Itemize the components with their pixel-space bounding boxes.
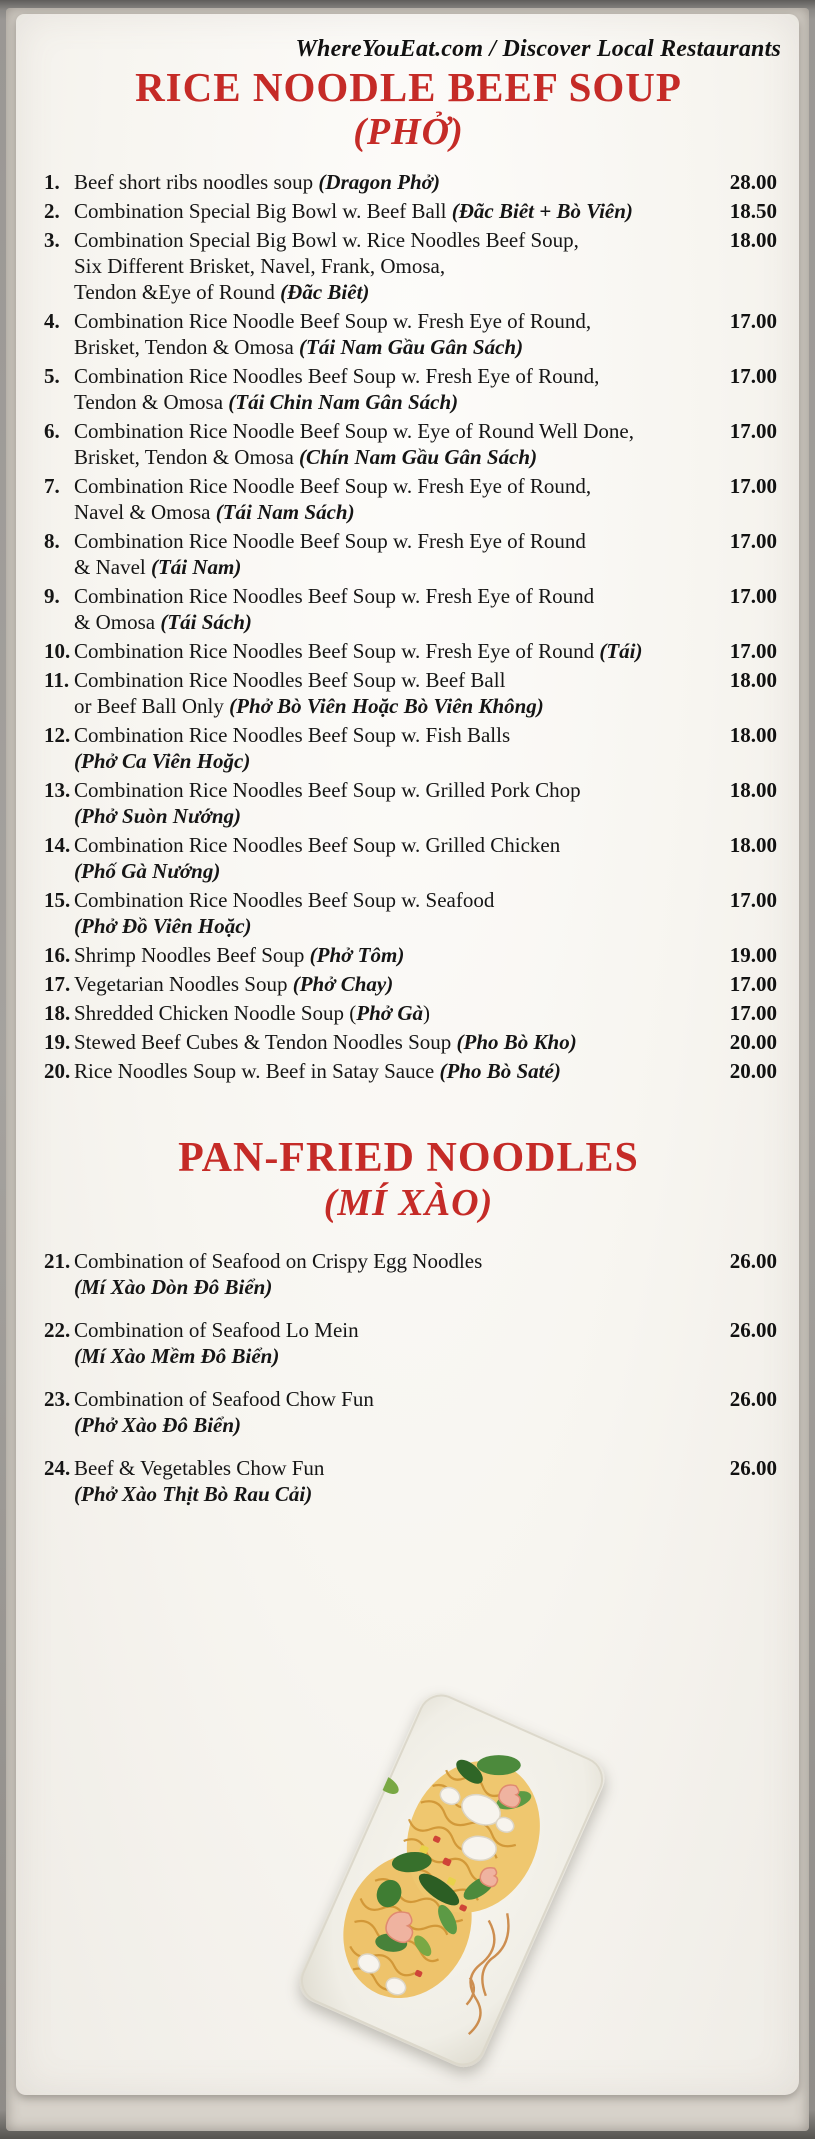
item-description bbox=[74, 777, 713, 829]
item-number: 1. bbox=[44, 170, 60, 194]
item-vietnamese-name: (Phở Ca Viên Hoğc) bbox=[74, 749, 251, 773]
item-price: 26.00 bbox=[729, 1318, 777, 1342]
item-text-line bbox=[74, 528, 713, 554]
menu-item bbox=[30, 528, 787, 580]
item-price: 17.00 bbox=[729, 584, 777, 608]
item-text-line bbox=[74, 638, 713, 664]
item-text-line bbox=[74, 1000, 713, 1026]
section-title: PAN-FRIED NOODLES bbox=[178, 1135, 639, 1181]
item-text-line bbox=[74, 1455, 713, 1481]
item-english-name: Combination Special Big Bowl w. Rice Noodles Beef Soup, bbox=[74, 228, 579, 252]
section-subtitle: (PHỞ) bbox=[353, 111, 464, 153]
menu-item bbox=[30, 942, 787, 968]
item-vietnamese-name: (Tái Nam Sách) bbox=[215, 500, 355, 524]
item-text-line bbox=[74, 748, 713, 774]
item-description bbox=[74, 227, 713, 305]
item-number: 21. bbox=[44, 1249, 71, 1273]
item-price: 17.00 bbox=[729, 888, 777, 912]
item-description bbox=[74, 1058, 713, 1084]
item-vietnamese-name: (Pho Bò Kho) bbox=[456, 1030, 577, 1054]
item-english-name: & Omosa bbox=[74, 610, 161, 634]
item-vietnamese-name: (Phố Gà Nướng) bbox=[74, 859, 221, 883]
item-number: 24. bbox=[44, 1456, 71, 1480]
menu-item bbox=[30, 1386, 787, 1438]
item-english-name: Combination Rice Noodles Beef Soup w. Seafood bbox=[74, 888, 495, 912]
item-price: 17.00 bbox=[729, 474, 777, 498]
item-description bbox=[74, 198, 713, 224]
item-text-line bbox=[74, 1274, 713, 1300]
item-text-line bbox=[74, 887, 713, 913]
item-vietnamese-name: (Phở Suòn Nướng) bbox=[74, 804, 241, 828]
item-number: 16. bbox=[44, 943, 71, 967]
item-number: 4. bbox=[44, 309, 60, 333]
item-vietnamese-name: (Tái Sách) bbox=[160, 610, 252, 634]
item-english-name: ) bbox=[423, 1001, 430, 1025]
section-pan-fried-noodles bbox=[30, 1136, 787, 1507]
item-price: 17.00 bbox=[729, 309, 777, 333]
menu-item bbox=[30, 971, 787, 997]
menu-item bbox=[30, 1317, 787, 1369]
menu-item bbox=[30, 1058, 787, 1084]
item-vietnamese-name: (Đãc Biêt) bbox=[280, 280, 370, 304]
item-english-name: Shredded Chicken Noodle Soup ( bbox=[74, 1001, 357, 1025]
item-text-line bbox=[74, 832, 713, 858]
menu-item bbox=[30, 667, 787, 719]
item-text-line bbox=[74, 473, 713, 499]
item-description bbox=[74, 418, 713, 470]
item-text-line bbox=[74, 499, 713, 525]
item-number: 18. bbox=[44, 1001, 71, 1025]
item-number: 15. bbox=[44, 888, 71, 912]
menu-item bbox=[30, 887, 787, 939]
menu-item bbox=[30, 1455, 787, 1507]
item-vietnamese-name: Phở Gà bbox=[356, 1001, 423, 1025]
item-number: 22. bbox=[44, 1318, 71, 1342]
item-vietnamese-name: (Phở Chay) bbox=[292, 972, 394, 996]
site-credit: WhereYouEat.com / Discover Local Restaurants bbox=[295, 36, 781, 62]
item-text-line bbox=[74, 334, 713, 360]
item-vietnamese-name: (Phở Xào Thịt Bò Rau Cải) bbox=[74, 1482, 313, 1506]
item-english-name: Combination Rice Noodles Beef Soup w. Beef Ball bbox=[74, 668, 506, 692]
item-price: 18.00 bbox=[729, 723, 777, 747]
item-english-name: Combination Rice Noodles Beef Soup w. Grilled Chicken bbox=[74, 833, 561, 857]
item-price: 20.00 bbox=[729, 1030, 777, 1054]
item-price: 18.00 bbox=[729, 833, 777, 857]
item-text-line bbox=[74, 227, 713, 253]
item-number: 8. bbox=[44, 529, 60, 553]
item-text-line bbox=[74, 858, 713, 884]
item-description bbox=[74, 942, 713, 968]
item-number: 9. bbox=[44, 584, 60, 608]
item-text-line bbox=[74, 693, 713, 719]
menu-item bbox=[30, 418, 787, 470]
item-english-name: Combination Special Big Bowl w. Beef Ball bbox=[74, 199, 452, 223]
item-vietnamese-name: (Mí Xào Mềm Đô Biển) bbox=[74, 1344, 280, 1368]
item-english-name: Navel & Omosa bbox=[74, 500, 216, 524]
item-description bbox=[74, 722, 713, 774]
item-english-name: Combination of Seafood Lo Mein bbox=[74, 1318, 359, 1342]
item-number: 23. bbox=[44, 1387, 71, 1411]
item-text-line bbox=[74, 444, 713, 470]
item-description bbox=[74, 832, 713, 884]
item-text-line bbox=[74, 777, 713, 803]
item-vietnamese-name: (Phở Xào Đô Biển) bbox=[74, 1413, 242, 1437]
item-english-name: Shrimp Noodles Beef Soup bbox=[74, 943, 310, 967]
item-price: 20.00 bbox=[729, 1059, 777, 1083]
item-price: 26.00 bbox=[729, 1249, 777, 1273]
menu-item bbox=[30, 638, 787, 664]
item-text-line bbox=[74, 418, 713, 444]
item-price: 17.00 bbox=[729, 364, 777, 388]
item-vietnamese-name: (Tái Chin Nam Gân Sách) bbox=[228, 390, 459, 414]
item-vietnamese-name: (Chín Nam Gầu Gân Sách) bbox=[299, 445, 538, 469]
section-title: RICE NOODLE BEEF SOUP bbox=[135, 64, 682, 110]
item-description bbox=[74, 1000, 713, 1026]
item-english-name: Combination Rice Noodle Beef Soup w. Eye of Round Well Done, bbox=[74, 419, 634, 443]
item-price: 19.00 bbox=[729, 943, 777, 967]
item-text-line bbox=[74, 1317, 713, 1343]
item-text-line bbox=[74, 1058, 713, 1084]
item-vietnamese-name: (Đãc Biêt + Bò Viên) bbox=[451, 199, 633, 223]
item-description bbox=[74, 1455, 713, 1507]
item-vietnamese-name: (Pho Bò Saté) bbox=[439, 1059, 561, 1083]
menu-item bbox=[30, 169, 787, 195]
section-subtitle: (MÍ XÀO) bbox=[323, 1182, 494, 1224]
item-english-name: Beef & Vegetables Chow Fun bbox=[74, 1456, 325, 1480]
item-description bbox=[74, 308, 713, 360]
item-english-name: Combination Rice Noodle Beef Soup w. Fresh Eye of Round, bbox=[74, 474, 592, 498]
item-vietnamese-name: (Tái) bbox=[599, 639, 643, 663]
item-price: 17.00 bbox=[729, 419, 777, 443]
item-price: 17.00 bbox=[729, 1001, 777, 1025]
item-english-name: Brisket, Tendon & Omosa bbox=[74, 445, 300, 469]
item-description bbox=[74, 638, 713, 664]
item-text-line bbox=[74, 1248, 713, 1274]
item-vietnamese-name: (Phở Tôm) bbox=[309, 943, 405, 967]
item-vietnamese-name: (Phở Bò Viên Hoặc Bò Viên Không) bbox=[229, 694, 544, 718]
item-price: 18.00 bbox=[729, 228, 777, 252]
menu-item bbox=[30, 363, 787, 415]
item-english-name: Combination Rice Noodle Beef Soup w. Fresh Eye of Round bbox=[74, 529, 586, 553]
item-english-name: Rice Noodles Soup w. Beef in Satay Sauce bbox=[74, 1059, 440, 1083]
item-text-line bbox=[74, 667, 713, 693]
item-number: 11. bbox=[44, 668, 70, 692]
menu-items-list bbox=[30, 1248, 787, 1507]
item-english-name: Combination Rice Noodles Beef Soup w. Fish Balls bbox=[74, 723, 511, 747]
item-text-line bbox=[74, 722, 713, 748]
item-vietnamese-name: (Phở Đồ Viên Hoặc) bbox=[74, 914, 252, 938]
menu-item bbox=[30, 832, 787, 884]
item-price: 26.00 bbox=[729, 1456, 777, 1480]
item-number: 14. bbox=[44, 833, 71, 857]
item-english-name: Beef short ribs noodles soup bbox=[74, 170, 319, 194]
menu-item bbox=[30, 583, 787, 635]
item-text-line bbox=[74, 253, 713, 279]
item-english-name: & Navel bbox=[74, 555, 151, 579]
item-description bbox=[74, 667, 713, 719]
item-text-line bbox=[74, 169, 713, 195]
item-text-line bbox=[74, 913, 713, 939]
item-price: 17.00 bbox=[729, 639, 777, 663]
menu-item bbox=[30, 198, 787, 224]
item-price: 18.00 bbox=[729, 668, 777, 692]
item-text-line bbox=[74, 1343, 713, 1369]
item-vietnamese-name: (Tái Nam Gầu Gân Sách) bbox=[299, 335, 524, 359]
item-price: 18.50 bbox=[729, 199, 777, 223]
item-english-name: Combination Rice Noodle Beef Soup w. Fresh Eye of Round, bbox=[74, 309, 592, 333]
item-english-name: Combination Rice Noodles Beef Soup w. Fresh Eye of Round bbox=[74, 584, 595, 608]
item-description bbox=[74, 1029, 713, 1055]
item-description bbox=[74, 1248, 713, 1300]
item-vietnamese-name: (Tái Nam) bbox=[150, 555, 242, 579]
item-description bbox=[74, 528, 713, 580]
item-english-name: Brisket, Tendon & Omosa bbox=[74, 335, 300, 359]
item-english-name: Combination Rice Noodles Beef Soup w. Fresh Eye of Round bbox=[74, 639, 600, 663]
item-description bbox=[74, 169, 713, 195]
item-number: 13. bbox=[44, 778, 71, 802]
menu-item bbox=[30, 227, 787, 305]
item-english-name: Combination Rice Noodles Beef Soup w. Grilled Pork Chop bbox=[74, 778, 581, 802]
item-price: 17.00 bbox=[729, 972, 777, 996]
item-number: 6. bbox=[44, 419, 60, 443]
item-text-line bbox=[74, 609, 713, 635]
item-english-name: Tendon & Omosa bbox=[74, 390, 229, 414]
menu-item bbox=[30, 722, 787, 774]
item-description bbox=[74, 583, 713, 635]
item-description bbox=[74, 473, 713, 525]
item-english-name: Tendon &Eye of Round bbox=[74, 280, 281, 304]
menu-item bbox=[30, 308, 787, 360]
item-price: 18.00 bbox=[729, 778, 777, 802]
item-number: 3. bbox=[44, 228, 60, 252]
item-english-name: or Beef Ball Only bbox=[74, 694, 230, 718]
item-description bbox=[74, 363, 713, 415]
item-english-name: Combination of Seafood on Crispy Egg Noodles bbox=[74, 1249, 483, 1273]
item-number: 7. bbox=[44, 474, 60, 498]
menu-item bbox=[30, 1248, 787, 1300]
item-number: 10. bbox=[44, 639, 71, 663]
item-text-line bbox=[74, 971, 713, 997]
item-text-line bbox=[74, 803, 713, 829]
item-description bbox=[74, 887, 713, 939]
menu-item bbox=[30, 777, 787, 829]
section-rice-noodle-beef-soup bbox=[30, 65, 787, 1084]
item-text-line bbox=[74, 279, 713, 305]
item-text-line bbox=[74, 1412, 713, 1438]
item-number: 12. bbox=[44, 723, 71, 747]
item-text-line bbox=[74, 389, 713, 415]
item-description bbox=[74, 971, 713, 997]
item-text-line bbox=[74, 1386, 713, 1412]
item-number: 20. bbox=[44, 1059, 71, 1083]
item-english-name: Six Different Brisket, Navel, Frank, Omosa, bbox=[74, 254, 446, 278]
item-text-line bbox=[74, 1029, 713, 1055]
item-number: 19. bbox=[44, 1030, 71, 1054]
item-number: 17. bbox=[44, 972, 71, 996]
item-number: 2. bbox=[44, 199, 60, 223]
item-description bbox=[74, 1386, 713, 1438]
item-english-name: Vegetarian Noodles Soup bbox=[74, 972, 293, 996]
item-text-line bbox=[74, 198, 713, 224]
item-price: 26.00 bbox=[729, 1387, 777, 1411]
item-vietnamese-name: (Dragon Phở) bbox=[318, 170, 440, 194]
item-text-line bbox=[74, 583, 713, 609]
item-english-name: Combination Rice Noodles Beef Soup w. Fresh Eye of Round, bbox=[74, 364, 600, 388]
menu-item bbox=[30, 1029, 787, 1055]
menu-item bbox=[30, 1000, 787, 1026]
item-price: 17.00 bbox=[729, 529, 777, 553]
item-text-line bbox=[74, 308, 713, 334]
item-text-line bbox=[74, 1481, 713, 1507]
item-number: 5. bbox=[44, 364, 60, 388]
item-vietnamese-name: (Mí Xào Dòn Đô Biển) bbox=[74, 1275, 273, 1299]
item-english-name: Combination of Seafood Chow Fun bbox=[74, 1387, 374, 1411]
item-text-line bbox=[74, 363, 713, 389]
item-text-line bbox=[74, 942, 713, 968]
item-description bbox=[74, 1317, 713, 1369]
menu-item bbox=[30, 473, 787, 525]
menu-items-list bbox=[30, 169, 787, 1084]
item-english-name: Stewed Beef Cubes & Tendon Noodles Soup bbox=[74, 1030, 457, 1054]
item-price: 28.00 bbox=[729, 170, 777, 194]
item-text-line bbox=[74, 554, 713, 580]
